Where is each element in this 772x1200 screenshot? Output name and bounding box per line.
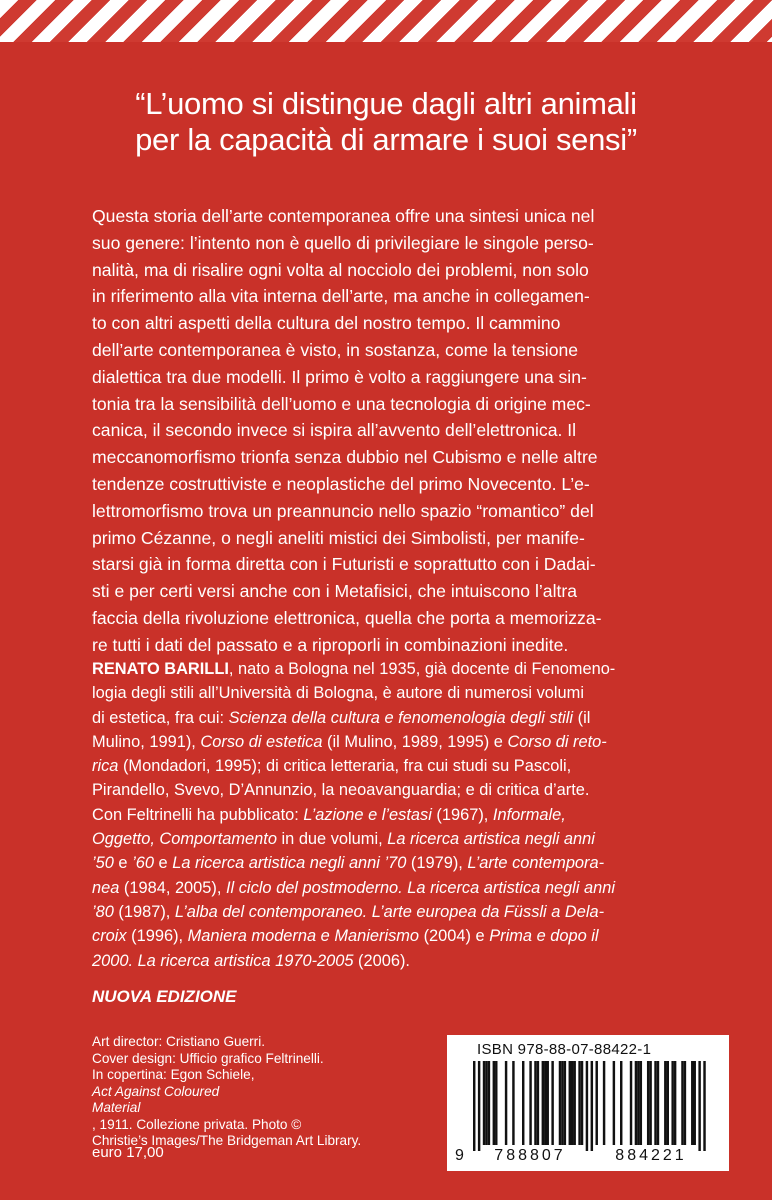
barcode-bar [603,1061,605,1145]
ean-right-group: 884221 [615,1147,687,1164]
credit-line: In copertina: Egon Schiele, Act Against Coloured [92,1067,255,1099]
barcode-bar [637,1061,639,1145]
isbn-number: ISBN 978-88-07-88422-1 [477,1041,652,1058]
bio-line: 2000. La ricerca artistica 1970-2005 (2006). [92,951,410,970]
bio-line: Pirandello, Svevo, D’Annunzio, la neoavanguardia; e di critica d’arte. [92,781,590,800]
credit-line: Material , 1911. Collezione privata. Photo © [92,1100,302,1132]
synopsis-line: meccanomorfismo trionfa senza dubbio nel Cubismo e nelle altre [92,447,598,468]
barcode-bar [647,1061,649,1145]
book-title: ’60 [132,854,154,873]
synopsis-line: starsi già in forma diretta con i Futuristi e soprattutto con i Dadai- [92,554,596,575]
barcode-bar [485,1061,487,1145]
synopsis-line: Questa storia dell’arte contemporanea offre una sintesi unica nel [92,206,595,226]
credit-line: Cover design: Ufficio grafico Feltrinelli. [92,1050,324,1066]
barcode-bar [493,1061,495,1145]
synopsis-line: tonia tra la sensibilità dell’uomo e una tecnologia di origine mec- [92,393,591,414]
author-bio [92,657,682,973]
book-title: Oggetto, Comportamento [92,830,277,849]
synopsis-line: re tutti i dati del passato e a riproporli in combinazioni inedite. [92,634,569,655]
book-title: 2000. La ricerca artistica 1970-2005 [92,951,354,970]
synopsis-line: canica, il secondo invece si ispira all’avvento dell’elettronica. Il [92,420,577,441]
barcode-bar [569,1061,571,1145]
barcode-bar [667,1061,669,1145]
barcode-bar [620,1061,622,1145]
barcode-bar [483,1061,485,1145]
barcode-bar [578,1061,580,1145]
book-title: La ricerca artistica negli anni ’70 [172,854,407,873]
barcode-bar [681,1061,683,1145]
cover-quote [60,86,712,158]
barcode-bar [512,1061,514,1145]
artwork-title: Material [92,1100,141,1115]
barcode-bar [534,1061,536,1145]
barcode-bar [635,1061,637,1145]
barcode-bar [691,1061,693,1145]
bio-line: Con Feltrinelli ha pubblicato: L’azione e l’estasi (1967), Informale, [92,805,566,824]
barcode-bar [542,1061,544,1145]
barcode-bar [495,1061,497,1145]
barcode-bar [581,1061,583,1145]
book-title: Prima e dopo il [489,927,599,946]
book-title: L’azione e l’estasi [303,805,432,824]
barcode-bar [591,1061,593,1151]
barcode-bar [573,1061,575,1145]
barcode-bar [630,1061,632,1145]
book-title: croix [92,927,127,946]
bio-line: Mulino, 1991), Corso di estetica (il Mulino, 1989, 1995) e Corso di reto- [92,732,607,751]
image-credits [92,1034,432,1150]
barcode-bar [559,1061,561,1145]
bio-line: nea (1984, 2005), Il ciclo del postmoderno. La ricerca artistica negli anni [92,878,615,897]
barcode-bar [684,1061,686,1145]
barcode-bar [657,1061,659,1145]
barcode-bar [478,1061,480,1151]
quote-line: per la capacità di armare i suoi sensi” [135,122,637,157]
author-name: RENATO BARILLI [92,660,229,678]
book-title: rica [92,757,119,776]
synopsis-line: in riferimento alla vita interna dell’arte, ma anche in collegamen- [92,286,590,307]
barcode-bar [586,1061,588,1151]
barcode-bar [596,1061,598,1145]
book-title: Informale, [492,805,566,824]
barcode-bar [649,1061,651,1145]
artwork-title: Act Against Coloured [92,1083,220,1099]
synopsis-line: dell’arte contemporanea è visto, in sostanza, come la tensione [92,339,579,360]
barcode-bar [703,1061,705,1151]
synopsis-line: faccia della rivoluzione elettronica, quella che porta a memorizza- [92,607,602,628]
barcode-bar [529,1061,531,1145]
synopsis-line: sti e per certi versi anche con i Metafisici, che intuiscono l’altra [92,581,578,602]
book-title: ’50 [92,854,114,873]
book-title: Il ciclo del postmoderno. La ricerca artistica negli anni [225,878,615,897]
book-title: Corso di estetica [200,732,323,751]
ean-digits [447,1147,729,1169]
barcode-bar [564,1061,566,1145]
bio-line: ’80 (1987), L’alba del contemporaneo. L’arte europea da Füssli a Dela- [92,902,605,921]
book-title: La ricerca artistica negli anni [387,830,595,849]
bio-line: logia degli stili all’Università di Bologna, è autore di numerosi volumi [92,684,584,703]
barcode-bar [698,1061,700,1151]
barcode-bar [547,1061,549,1145]
book-title: Scienza della cultura e fenomenologia degli stili [228,708,574,727]
synopsis-line: primo Cézanne, o negli aneliti mistici dei Simbolisti, per manife- [92,527,585,548]
barcode-bar [561,1061,563,1145]
barcode-bar [571,1061,573,1145]
barcode-bar [613,1061,615,1145]
book-title: L’arte contempora- [467,854,605,873]
bio-line: Oggetto, Comportamento in due volumi, La ricerca artistica negli anni [92,830,595,849]
striped-top-border [0,0,772,42]
book-title: Corso di reto- [507,732,607,751]
barcode-bar [674,1061,676,1145]
synopsis-line: to con altri aspetti della cultura del nostro tempo. Il cammino [92,313,561,334]
barcode-bar [551,1061,553,1145]
barcode-bar [664,1061,666,1145]
synopsis-line: lettromorfismo trova un preannuncio nello spazio “romantico” del [92,500,594,521]
credit-line: Christie’s Images/The Bridgeman Art Library. [92,1133,362,1148]
ean-first-digit: 9 [455,1147,464,1164]
synopsis-line: dialettica tra due modelli. Il primo è volto a raggiungere una sin- [92,366,587,387]
bio-line: di estetica, fra cui: Scienza della cultura e fenomenologia degli stili (il [92,708,591,727]
credit-line: Art director: Cristiano Guerri. [92,1034,265,1049]
synopsis-line: nalità, ma di risalire ogni volta al nocciolo dei problemi, non solo [92,259,589,280]
barcode-bar [671,1061,673,1145]
book-title: L’alba del contemporaneo. L’arte europea da Füssli a Dela- [174,902,605,921]
barcode-bar [473,1061,475,1151]
barcode-bars [447,1061,729,1151]
book-title: nea [92,878,120,897]
barcode-bar [654,1061,656,1145]
book-title: Maniera moderna e Manierismo [187,927,420,946]
barcode-bar [640,1061,642,1145]
ean-left-group: 788807 [494,1147,566,1164]
edition-label: NUOVA EDIZIONE [92,987,237,1006]
bio-line: rica (Mondadori, 1995); di critica letteraria, fra cui studi su Pascoli, [92,757,572,776]
barcode-bar [544,1061,546,1145]
barcode-bar [694,1061,696,1145]
synopsis-paragraph [92,203,682,659]
bio-line: ’50 e ’60 e La ricerca artistica negli anni ’70 (1979), L’arte contempora- [92,854,605,873]
book-title: ’80 [92,902,114,921]
price-label: euro 17,00 [92,1144,164,1161]
synopsis-line: tendenze costruttiviste e neoplastiche del primo Novecento. L’e- [92,473,590,494]
bio-line: croix (1996), Maniera moderna e Manierismo (2004) e Prima e dopo il [92,927,599,946]
quote-line: “L’uomo si distingue dagli altri animali [135,86,637,121]
barcode-bar [505,1061,507,1145]
bio-line: RENATO BARILLI, nato a Bologna nel 1935, già docente di Fenomeno- [92,660,616,678]
barcode-bar [537,1061,539,1145]
barcode-bar [522,1061,524,1145]
isbn-barcode [447,1035,729,1171]
barcode-bar [488,1061,490,1145]
synopsis-line: suo genere: l’intento non è quello di privilegiare le singole perso- [92,232,594,253]
